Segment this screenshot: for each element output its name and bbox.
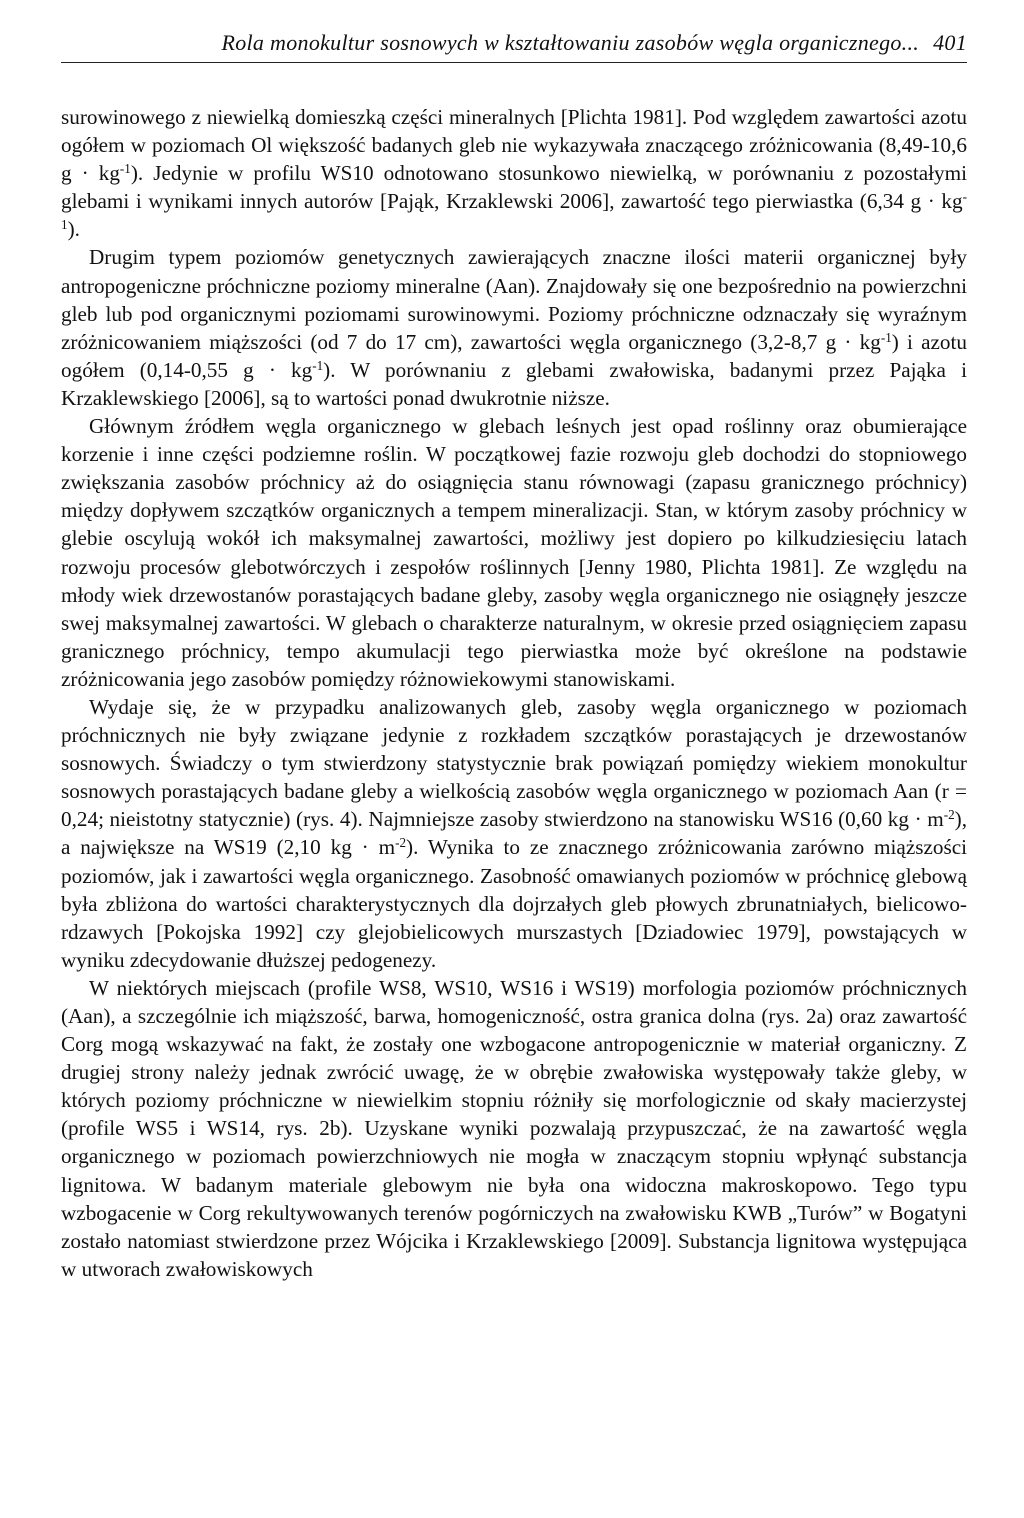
text-run: Wydaje się, że w przypadku analizowanych gleb, zasoby węgla organicznego w poziomach próchnicznych nie były związane jedynie z rozkładem szczątków porastających je drzewostanów sosnowych. Świadczy o tym stwierdzony statystycznie brak powiązań pomiędzy wiekiem monokultur sosnowych porastających badane gleby a wielkością zasobów węgla organicznego w poziomach Aan (r = 0,24; nieistotny statycznie) (rys. 4). Najmniejsze zasoby stwierdzono na stanowisku WS16 (0,60 kg · m [61,694,967,832]
text-run: Drugim typem poziomów genetycznych zawierających znaczne ilości materii organicznej były antropogeniczne próchniczne poziomy mineralne (Aan). Znajdowały się one bezpośrednio na powierzchni gleb lub pod organicznymi poziomami surowinowymi. Poziomy próchniczne odznaczały się wyraźnym zróżnicowaniem miąższości (od 7 do 17 cm), zawartości węgla organicznego (3,2-8,7 g · kg [61,245,967,354]
text-run: ), a największe na WS19 (2,10 kg · m [61,807,967,860]
document-page [61,30,967,1283]
running-header [61,30,967,63]
body-text [61,103,967,1283]
text-run: Głównym źródłem węgla organicznego w glebach leśnych jest opad roślinny oraz obumierające korzenie i inne części podziemne roślin. W początkowej fazie rozwoju gleb dochodzi do stopniowego zwiększania zasobów próchnicy aż do osiągnięcia stanu równowagi (zapasu granicznego próchnicy) między dopływem szczątków organicznych a tempem mineralizacji. Stan, w którym zasoby próchnicy w glebie oscylują wokół ich maksymalnej zawartości, możliwy jest dopiero po kilkudziesięciu latach rozwoju procesów glebotwórczych i zespołów roślinnych [Jenny 1980, Plichta 1981]. Ze względu na młody wiek drzewostanów porastających badane gleby, zasoby węgla organicznego nie osiągnęły jeszcze swej maksymalnej zawartości. W glebach o charakterze naturalnym, w okresie przed osiągnięciem zapasu granicznego próchnicy, tempo akumulacji tego pierwiastka może być określone na podstawie zróżnicowania jego zasobów pomiędzy różnowiekowymi stanowiskami. [61,414,967,691]
text-run: ). Wynika to ze znacznego zróżnicowania zarówno miąższości poziomów, jak i zawartości węgla organicznego. Zasobność omawianych poziomów w próchnicę glebową była zbliżona do wartości charakterystycznych dla dojrzałych gleb płowych zbrunatniałych, bielicowo-rdzawych [Pokojska 1992] czy glejobielicowych murszastych [Dziadowiec 1979], powstających w wyniku zdecydowanie dłuższej pedogenezy. [61,835,967,972]
superscript: -1 [312,357,324,373]
text-run: ) i azotu ogółem (0,14-0,55 g · kg [61,329,967,382]
paragraph [61,412,967,693]
text-run: surowinowego z niewielką domieszką części mineralnych [Plichta 1981]. Pod względem zawartości azotu ogółem w poziomach Ol większość badanych gleb nie wykazywała znaczącego zróżnicowania (8,49-10,6 g · kg [61,105,967,186]
page-number: 401 [933,30,967,55]
text-run: W niektórych miejscach (profile WS8, WS10, WS16 i WS19) morfologia poziomów próchnicznych (Aan), a szczególnie ich miąższość, barwa, homogeniczność, ostra granica dolna (rys. 2a) oraz zawartość Corg mogą wskazywać na fakt, że zostały one wzbogacone antropogenicznie w materiał organiczny. Z drugiej strony należy jednak zwrócić uwagę, że w obrębie zwałowiska występowały także gleby, w których poziomy próchniczne w niewielkim stopniu różniły się morfologicznie od skały macierzystej (profile WS5 i WS14, rys. 2b). Uzyskane wyniki pozwalają przypuszczać, że na zawartość węgla organicznego w poziomach powierzchniowych nie mogła w znaczącym stopniu wpłynąć substancja lignitowa. W badanym materiale glebowym nie była ona widoczna makroskopowo. Tego typu wzbogacenie w Corg rekultywowanych terenów pogórniczych na zwałowisku KWB „Turów” w Bogatyni zostało natomiast stwierdzone przez Wójcika i Krzaklewskiego [2009]. Substancja lignitowa występująca w utworach zwałowiskowych [61,975,967,1281]
paragraph [61,974,967,1283]
superscript: -2 [395,835,407,851]
text-run: ). [67,217,80,242]
running-header-title: Rola monokultur sosnowych w kształtowaniu zasobów węgla organicznego... [221,30,920,55]
text-run: ). W porównaniu z glebami zwałowiska, badanymi przez Pająka i Krzaklewskiego [2006], są to wartości ponad dwukrotnie niższe. [61,357,967,410]
paragraph [61,103,967,243]
text-run: ). Jedynie w profilu WS10 odnotowano stosunkowo niewielką, w porównaniu z pozostałymi glebami i wynikami innych autorów [Pająk, Krzaklewski 2006], zawartość tego pierwiastka (6,34 g · kg [61,161,967,214]
superscript: -2 [943,807,955,823]
superscript: -1 [119,160,131,176]
paragraph [61,243,967,412]
paragraph [61,693,967,974]
superscript: -1 [61,189,967,233]
superscript: -1 [880,329,892,345]
